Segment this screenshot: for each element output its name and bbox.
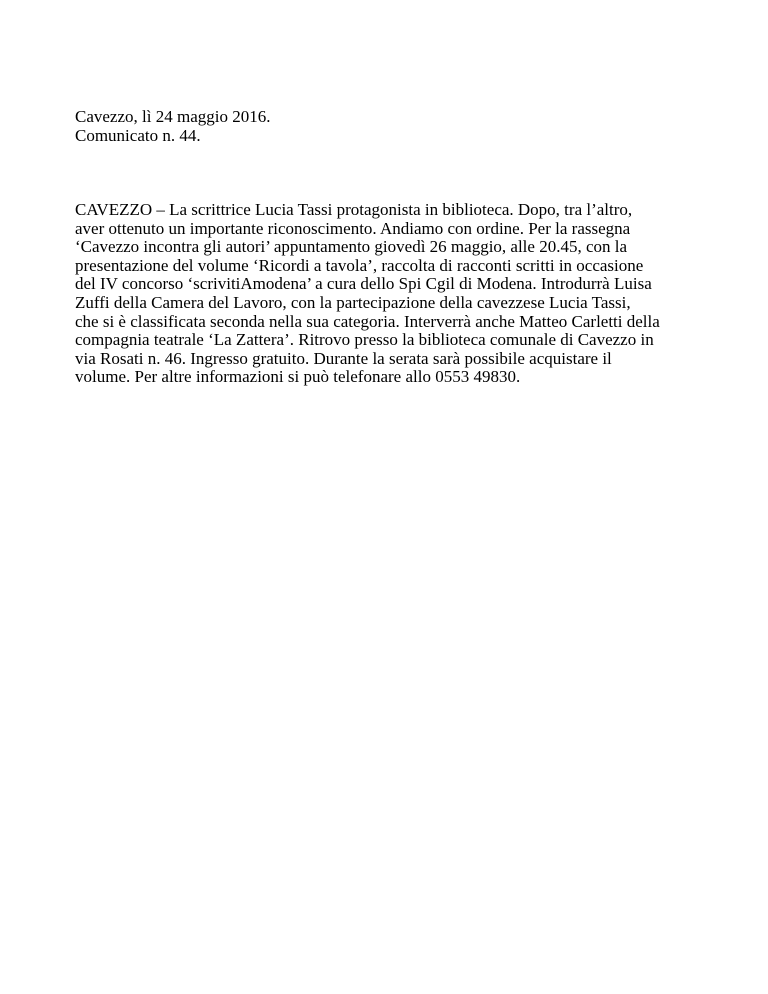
body-line: del IV concorso ‘scrivitiAmodena’ a cura dello Spi Cgil di Modena. Introdurrà Luisa — [75, 274, 652, 294]
body-line: via Rosati n. 46. Ingresso gratuito. Durante la serata sarà possibile acquistare il — [75, 348, 612, 368]
body-line: Zuffi della Camera del Lavoro, con la partecipazione della cavezzese Lucia Tassi, — [75, 292, 631, 312]
body-line: che si è classificata seconda nella sua categoria. Interverrà anche Matteo Carletti della — [75, 311, 660, 331]
body-line: CAVEZZO – La scrittrice Lucia Tassi protagonista in biblioteca. Dopo, tra l’altro, — [75, 200, 633, 219]
press-release-body — [75, 201, 715, 387]
date-line: Cavezzo, lì 24 maggio 2016. — [75, 107, 271, 126]
communique-number: Comunicato n. 44. — [75, 125, 201, 145]
body-line: volume. Per altre informazioni si può telefonare allo 0553 49830. — [75, 367, 521, 387]
body-line: ‘Cavezzo incontra gli autori’ appuntamento giovedì 26 maggio, alle 20.45, con la — [75, 237, 628, 257]
body-line: presentazione del volume ‘Ricordi a tavola’, raccolta di racconti scritti in occasione — [75, 255, 644, 275]
body-line: aver ottenuto un importante riconoscimento. Andiamo con ordine. Per la rassegna — [75, 218, 631, 238]
document-header — [75, 108, 715, 145]
body-line: compagnia teatrale ‘La Zattera’. Ritrovo presso la biblioteca comunale di Cavezzo in — [75, 330, 654, 350]
